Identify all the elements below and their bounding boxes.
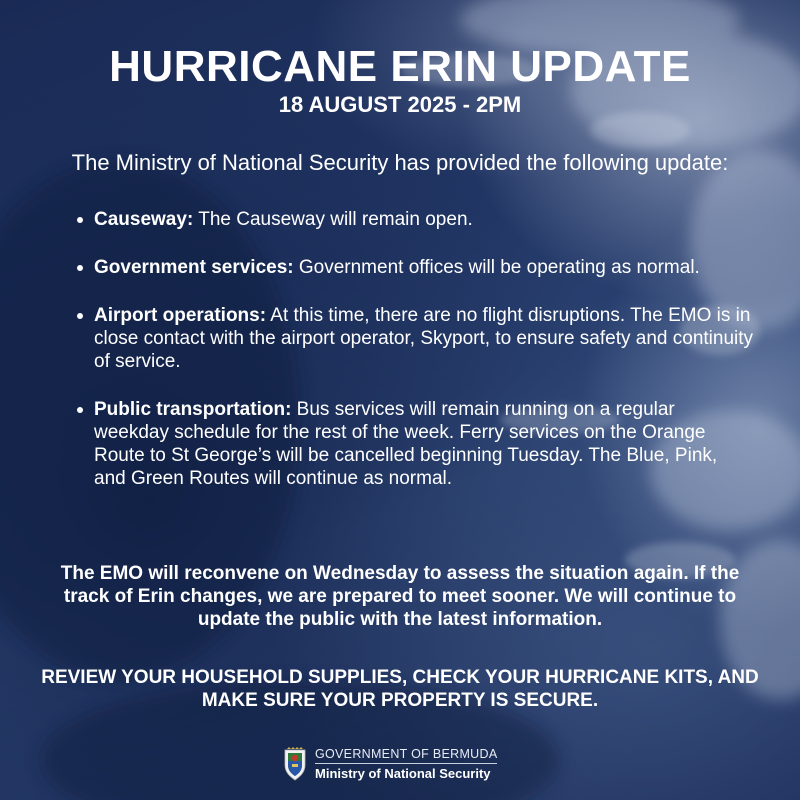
page-title: HURRICANE ERIN UPDATE (109, 42, 691, 91)
update-list (94, 208, 754, 515)
list-item-public-transportation (94, 398, 754, 490)
bermuda-coat-of-arms-icon (283, 747, 307, 781)
list-item-heading: Causeway: (94, 209, 194, 230)
list-item-airport-operations (94, 304, 754, 373)
government-logo-footer (283, 744, 497, 784)
closing-statement: The EMO will reconvene on Wednesday to assess the situation again. If the track of Erin changes, we are prepared to meet sooner. We will continue to update the public with the latest information. (60, 563, 740, 630)
list-item-text: Bus services will remain running on a regular weekday schedule for the rest of the week. Ferry services on the Orange Route to St George’s will be cancelled beginning Tuesday. The Blue, Pink, and Green Routes will continue as normal. (94, 399, 718, 489)
list-item-text: Government offices will be operating as normal. (293, 257, 700, 278)
footer-text (315, 747, 497, 781)
list-item-heading: Government services: (94, 257, 294, 278)
list-item-text: The Causeway will remain open. (193, 209, 473, 230)
list-item-heading: Airport operations: (94, 305, 267, 326)
intro-text: The Ministry of National Security has provided the following update: (71, 150, 729, 175)
list-item-heading: Public transportation: (94, 399, 292, 420)
update-date-time: 18 AUGUST 2025 - 2PM (278, 92, 522, 117)
safety-callout: REVIEW YOUR HOUSEHOLD SUPPLIES, CHECK YOUR HURRICANE KITS, AND MAKE SURE YOUR PROPERTY IS SECURE. (41, 667, 759, 711)
government-name: GOVERNMENT OF BERMUDA (315, 747, 497, 764)
list-item-text: At this time, there are no flight disruptions. The EMO is in close contact with the airport operator, Skyport, to ensure safety and continuity of service. (94, 305, 754, 372)
list-item-government-services (94, 256, 754, 279)
ministry-name: Ministry of National Security (315, 766, 491, 781)
list-item-causeway (94, 208, 754, 231)
